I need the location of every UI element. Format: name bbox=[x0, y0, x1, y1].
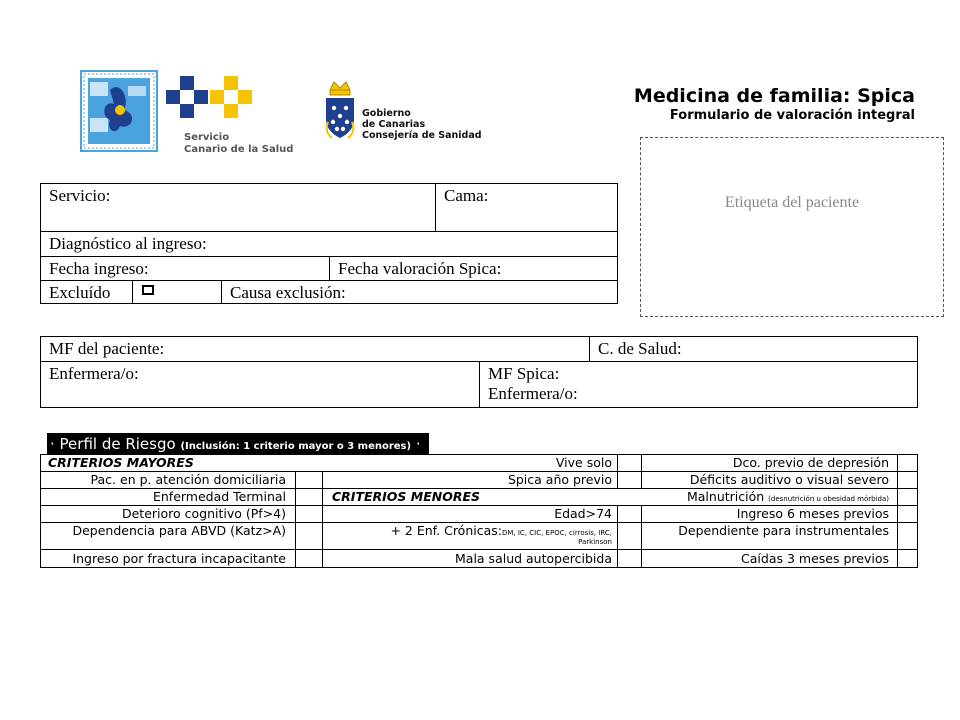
malnutricion-note: (desnutrición u obesidad mórbida) bbox=[768, 495, 889, 503]
mayor-item-4: Dependencia para ABVD (Katz>A) bbox=[72, 523, 286, 538]
excluido-checkbox[interactable] bbox=[142, 285, 154, 295]
c-salud-field[interactable] bbox=[589, 336, 918, 362]
risk-inclusion: (Inclusión: 1 criterio mayor o 3 menores) bbox=[180, 441, 412, 452]
risk-dot: · bbox=[415, 435, 421, 453]
menor-malnutricion bbox=[687, 489, 889, 507]
mala-salud-label: Mala salud autopercibida bbox=[455, 551, 612, 566]
col2-checkbox-top[interactable] bbox=[617, 454, 642, 488]
mayor-item-1: Pac. en p. atención domiciliaria bbox=[90, 472, 286, 487]
gobierno-canarias-crest-icon bbox=[322, 80, 358, 142]
vive-solo-label: Vive solo bbox=[555, 455, 612, 470]
col3-checkbox-column[interactable] bbox=[897, 454, 918, 568]
scs-logo bbox=[166, 76, 258, 128]
col2-checkbox-bottom[interactable] bbox=[617, 505, 642, 568]
fecha-ingreso-field[interactable] bbox=[40, 256, 330, 281]
diagnostico-label: Diagnóstico al ingreso: bbox=[49, 234, 207, 253]
cama-label: Cama: bbox=[444, 186, 489, 205]
menor-deficits: Déficits auditivo o visual severo bbox=[689, 472, 889, 487]
mf-paciente-label: MF del paciente: bbox=[49, 339, 165, 358]
menor-caidas: Caídas 3 meses previos bbox=[741, 551, 889, 566]
fecha-valoracion-field[interactable] bbox=[329, 256, 618, 281]
patient-label-text: Etiqueta del paciente bbox=[724, 194, 860, 211]
scs-line2: Canario de la Salud bbox=[184, 144, 294, 155]
cronicas-main: + 2 Enf. Crónicas: bbox=[390, 523, 502, 538]
gob-line2: de Canarias bbox=[362, 119, 426, 130]
col1-checkbox-column[interactable] bbox=[295, 471, 323, 568]
parkinson-label: Parkinson bbox=[578, 538, 612, 546]
risk-title: · Perfil de Riesgo bbox=[50, 435, 176, 453]
fecha-ingreso-label: Fecha ingreso: bbox=[49, 259, 149, 278]
spica-previo-label: Spica año previo bbox=[507, 472, 612, 487]
c-salud-label: C. de Salud: bbox=[598, 339, 682, 358]
cronicas-list: DM, IC, CIC, EPOC, cirrosis, IRC, bbox=[501, 529, 612, 537]
mf-paciente-field[interactable] bbox=[40, 336, 590, 362]
mayor-item-5: Ingreso por fractura incapacitante bbox=[72, 551, 286, 566]
scs-logo-text bbox=[184, 132, 293, 156]
mayor-item-3: Deterioro cognitivo (Pf>4) bbox=[121, 506, 286, 521]
hospital-logo bbox=[80, 70, 158, 152]
cama-field[interactable] bbox=[435, 183, 618, 232]
gob-line3: Consejería de Sanidad bbox=[362, 130, 482, 141]
risk-profile-header bbox=[47, 433, 429, 455]
servicio-label: Servicio: bbox=[49, 186, 111, 205]
menor-ingreso: Ingreso 6 meses previos bbox=[736, 506, 889, 521]
enfermera-spica-label: Enfermera/o: bbox=[488, 384, 578, 403]
gobierno-text bbox=[362, 108, 482, 141]
diagnostico-field[interactable] bbox=[40, 231, 618, 257]
causa-exclusion-field[interactable] bbox=[221, 280, 618, 304]
gob-line1: Gobierno bbox=[362, 108, 411, 119]
excluido-cell bbox=[40, 280, 133, 304]
mayor-item-2: Enfermedad Terminal bbox=[152, 489, 286, 504]
edad-label: Edad>74 bbox=[554, 506, 612, 521]
scs-line1: Servicio bbox=[184, 132, 230, 143]
document-subtitle: Formulario de valoración integral bbox=[669, 108, 915, 123]
malnutricion-main: Malnutrición bbox=[686, 489, 765, 504]
menor-depresion: Dco. previo de depresión bbox=[732, 455, 889, 470]
causa-exclusion-label: Causa exclusión: bbox=[230, 283, 346, 302]
enfermera-field[interactable] bbox=[40, 361, 480, 408]
document-title-block bbox=[634, 84, 915, 124]
mf-spica-field[interactable] bbox=[479, 361, 918, 408]
criterios-mayores-header: CRITERIOS MAYORES bbox=[48, 455, 194, 470]
fecha-valoracion-label: Fecha valoración Spica: bbox=[338, 259, 502, 278]
menor-instrumentales: Dependiente para instrumentales bbox=[678, 523, 889, 538]
excluido-label: Excluído bbox=[49, 283, 111, 302]
patient-label-box bbox=[640, 137, 944, 317]
criterios-menores-header: CRITERIOS MENORES bbox=[332, 489, 481, 504]
servicio-field[interactable] bbox=[40, 183, 436, 232]
document-title: Medicina de familia: Spica bbox=[633, 85, 915, 107]
mf-spica-label: MF Spica: bbox=[488, 364, 560, 383]
enfermera-label: Enfermera/o: bbox=[49, 364, 139, 383]
